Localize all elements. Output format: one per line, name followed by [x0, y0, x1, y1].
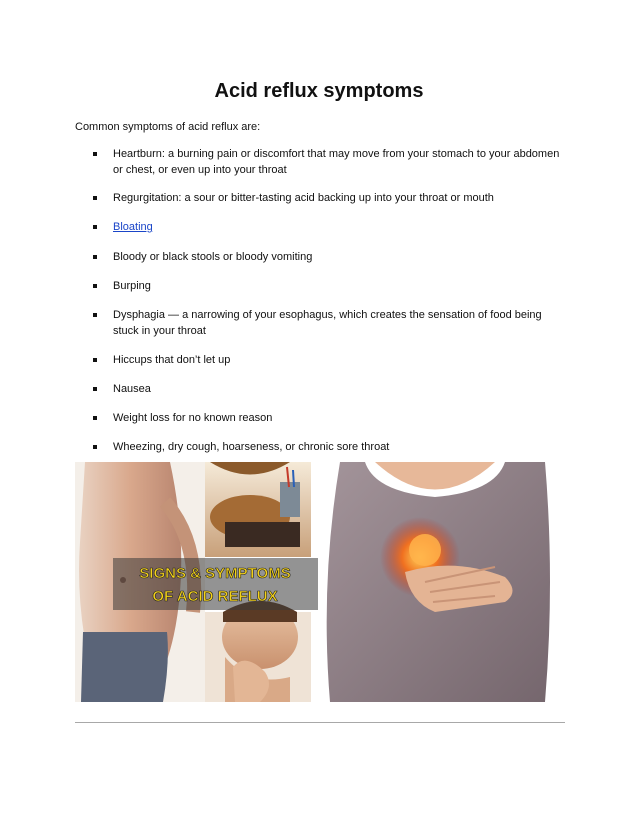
bullet-icon	[93, 313, 97, 317]
bullet-icon	[93, 255, 97, 259]
bullet-icon	[93, 387, 97, 391]
list-item-text: Wheezing, dry cough, hoarseness, or chronic sore throat	[113, 441, 390, 453]
symptom-list	[75, 146, 565, 455]
list-item	[75, 307, 565, 339]
bullet-icon	[93, 358, 97, 362]
symptoms-collage-image	[75, 462, 565, 702]
banner-line-1: SIGNS & SYMPTOMS	[139, 565, 291, 582]
list-item-text: Weight loss for no known reason	[113, 412, 273, 424]
throat-pain-panel	[205, 601, 311, 702]
list-item	[75, 190, 565, 206]
list-item	[75, 381, 565, 397]
list-item-text: Burping	[113, 280, 151, 292]
banner-line-2: OF ACID REFLUX	[152, 588, 278, 605]
list-item-text: Nausea	[113, 383, 151, 395]
list-item-text: Hiccups that don’t let up	[113, 354, 231, 366]
list-item	[75, 219, 565, 235]
list-item	[75, 249, 565, 265]
intro-text: Common symptoms of acid reflux are:	[75, 121, 261, 133]
list-item	[75, 352, 565, 368]
bullet-icon	[93, 196, 97, 200]
page-title: Acid reflux symptoms	[214, 80, 424, 102]
horizontal-divider	[75, 722, 565, 723]
list-item	[75, 146, 565, 178]
list-item	[75, 439, 565, 455]
list-item-text: Regurgitation: a sour or bitter-tasting acid backing up into your throat or mouth	[113, 192, 494, 204]
bullet-icon	[93, 445, 97, 449]
bullet-icon	[93, 225, 97, 229]
signs-symptoms-banner	[113, 558, 318, 610]
list-item-text: Dysphagia — a narrowing of your esophagus, which creates the sensation of food being stuck in your throat	[113, 309, 542, 337]
bullet-icon	[93, 416, 97, 420]
bullet-icon	[93, 284, 97, 288]
list-item-text: Heartburn: a burning pain or discomfort that may move from your stomach to your abdomen or chest, or even up into your throat	[113, 148, 560, 176]
list-item-text: Bloody or black stools or bloody vomiting	[113, 251, 313, 263]
list-item	[75, 410, 565, 426]
heartburn-chest-panel	[311, 462, 565, 702]
list-item	[75, 278, 565, 294]
tired-person-panel	[205, 462, 311, 557]
bullet-icon	[93, 152, 97, 156]
bloating-link[interactable]: Bloating	[113, 221, 153, 233]
